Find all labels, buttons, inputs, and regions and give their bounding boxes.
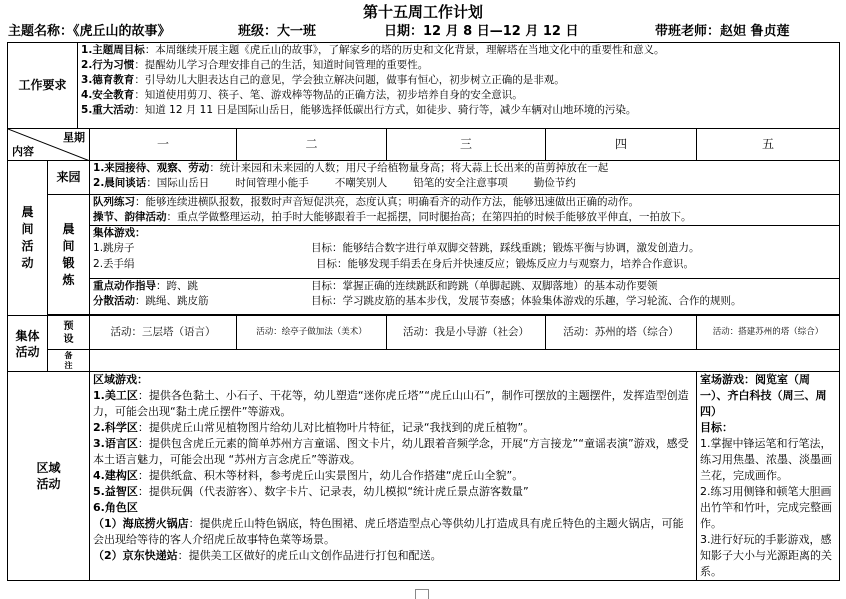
work-req-line: 4.安全教育：知道使用剪刀、筷子、笔、游戏棒等物品的正确方法，初步培养自身的安全意识。 [81, 89, 523, 101]
area-line: （1）海底捞火锅店：提供虎丘山特色锅底，特色围裙、虎丘塔造型点心等供幼儿打造成具有虎丘特色的主题火锅店，可能会出现给等待的客人介绍虎丘故事特色菜等场景。 [93, 517, 684, 546]
work-req-content [78, 43, 840, 129]
activity-thu: 活动：苏州的塔（综合） [546, 316, 697, 350]
work-requirements-row [8, 43, 840, 129]
area-activity-label: 区域活动 [8, 372, 90, 581]
notes-label: 备注 [48, 350, 90, 372]
plan-table [7, 42, 840, 581]
room-goal-line: 3.进行好玩的手影游戏，感知影子大小与光源距离的关系。 [700, 533, 833, 578]
preset-label: 预设 [48, 316, 90, 350]
teachers: 带班老师：赵妲 鲁贞莲 [655, 24, 790, 39]
day-2: 二 [237, 129, 387, 161]
corner-content: 内容 [12, 145, 34, 158]
page-title: 第十五周工作计划 [362, 3, 483, 21]
activity-tue: 活动：绘亭子做加法（美术） [237, 316, 387, 350]
arrival-row [8, 161, 840, 195]
work-req-line: 2.行为习惯：提醒幼儿学习合理安排自己的生活，知道时间管理的重要性。 [81, 59, 429, 71]
date-range: 日期：12 月 8 日—12 月 12 日 [384, 24, 579, 39]
room-goal-line: 2.练习用侧锋和顿笔大胆画出竹竿和竹叶，完成完整画作。 [700, 485, 833, 530]
area-line: 1.美工区：提供各色黏土、小石子、干花等，幼儿塑造“迷你虎丘塔”“虎丘山山石”，制作可摆放的主题摆件，发挥造型创造力，可能会出现“黏土虎丘摆件”等游戏。 [93, 389, 689, 418]
activity-fri: 活动：搭建苏州的塔（综合） [697, 316, 840, 350]
page-break-icon [415, 589, 429, 599]
work-req-line: 3.德育教育：引导幼儿大胆表达自己的意见，学会独立解决问题，做事有恒心，初步树立正确的是非观。 [81, 74, 565, 86]
morning-label: 晨间活动 [8, 161, 48, 316]
corner-cell [8, 129, 90, 161]
area-line: （2）京东快递站：提供美工区做好的虎丘山文创作品进行打包和配送。 [93, 549, 442, 562]
activity-mon: 活动：三层塔（语言） [90, 316, 237, 350]
work-req-label: 工作要求 [8, 43, 78, 129]
arrival-content: 1.来园接待、观察、劳动：统计来园和未来园的人数；用尺子给植物量身高；将大蒜上长出来的苗剪掉放在一起 2.晨间谈话：国际山岳日 时间管理小能手 不嘲笑别人 铅笔的安全注意事项 勤俭节约 [90, 161, 840, 195]
weekday-row [8, 129, 840, 161]
exercise-row [8, 195, 840, 315]
day-1: 一 [90, 129, 237, 161]
exercise-content: 队列练习：能够连续进横队报数，报数时声音短促洪亮，态度认真；明确看齐的动作方法，能够迅速做出正确的动作。 操节、韵律活动：重点学做整理运动，拍手时大能够跟着手一起摇摆，同时腿抬高；在第四拍的时候手能够放平伸直，一拍放下。 集体游戏： 1.跳房子 目标：能够结合数字进行单双脚交替跳，踩线重跳；锻炼平衡与协调，激发创造力。 2.丢手绢 目标：能够发现手绢丢在身后并快速反应；锻炼反应力与观察力，培养合作意识。 重点动作指导：跨、跳 目标：掌握正确的连续跳跃和跨跳（单脚起跳、双脚落地）的基本动作要领 分散活动：跳绳、跳皮筋 目标：学习跳皮筋的基本步伐，发展节奏感；体验集体游戏的乐趣，学习轮流、合作的规则。 [90, 195, 840, 315]
area-games-content: 区域游戏： 1.美工区：提供各色黏土、小石子、干花等，幼儿塑造“迷你虎丘塔”“虎丘山山石”，制作可摆放的主题摆件，发挥造型创造力，可能会出现“黏土虎丘摆件”等游戏。 2.科学区：提供虎丘山常见植物图片给幼儿对比植物叶片特征，记录“我找到的虎丘植物”。 3.语言区：提供包含虎丘元素的简单苏州方言童谣、图文卡片，幼儿跟着音频学念，开展“方言接龙”“童谣表演”游戏，感受本土语言魅力，可能会出现 “苏州方言念虎丘”等游戏。 4.建构区：提供纸盒、积木等材料，参考虎丘山实景图片，幼儿合作搭建“虎丘山全貌”。 5.益智区：提供玩偶（代表游客）、数字卡片、记录表，幼儿模拟“统计虎丘景点游客数量” 6.角色区 （1）海底捞火锅店：提供虎丘山特色锅底，特色围裙、虎丘塔造型点心等供幼儿打造成具有虎丘特色的主题火锅店，可能会出现给等待的客人介绍虎丘故事特色菜等场景。 （2）京东快递站：提供美工区做好的虎丘山文创作品进行打包和配送。 [90, 372, 697, 581]
activity-wed: 活动：我是小导游（社会） [387, 316, 546, 350]
room-games-content: 室场游戏：阅览室（周一）、齐白科技（周三、周四） 目标： 1.掌握中锋运笔和行笔法，练习用焦墨、浓墨、淡墨画兰花，完成画作。 2.练习用侧锋和顿笔大胆画出竹竿和竹叶，完成完整画作。 3.进行好玩的手影游戏，感知影子大小与光源距离的关系。 [697, 372, 840, 581]
corner-weekday: 星期 [63, 131, 86, 144]
work-req-line: 1.主题周目标：本周继续开展主题《虎丘山的故事》，了解家乡的塔的历史和文化背景，理解塔在当地文化中的重要性和意义。 [81, 44, 665, 56]
day-3: 三 [387, 129, 546, 161]
room-goal-line: 1.掌握中锋运笔和行笔法，练习用焦墨、浓墨、淡墨画兰花，完成画作。 [700, 437, 833, 482]
area-line: 4.建构区：提供纸盒、积木等材料，参考虎丘山实景图片，幼儿合作搭建“虎丘山全貌”。 [93, 469, 524, 482]
arrival-label: 来园 [48, 161, 90, 195]
day-5: 五 [697, 129, 840, 161]
exercise-label: 晨间锻炼 [48, 195, 90, 315]
area-line: 6.角色区 [93, 501, 138, 514]
group-activity-row [8, 316, 840, 350]
work-req-line: 5.重大活动：知道 12 月 11 日是国际山岳日，能够选择低碳出行方式，如徒步、骑行等，减少车辆对山地环境的污染。 [81, 104, 637, 116]
notes-content [90, 350, 840, 372]
theme-name: 主题名称：《虎丘山的故事》 [8, 24, 171, 39]
area-line: 2.科学区：提供虎丘山常见植物图片给幼儿对比植物叶片特征，记录“我找到的虎丘植物”。 [93, 421, 535, 434]
area-activity-row [8, 372, 840, 581]
area-line: 3.语言区：提供包含虎丘元素的简单苏州方言童谣、图文卡片，幼儿跟着音频学念，开展“方言接龙”“童谣表演”游戏，感受本土语言魅力，可能会出现 “苏州方言念虎丘”等游戏。 [93, 437, 689, 466]
class-name: 班级：大一班 [238, 24, 317, 39]
area-line: 5.益智区：提供玩偶（代表游客）、数字卡片、记录表，幼儿模拟“统计虎丘景点游客数量” [93, 485, 529, 498]
notes-row [8, 350, 840, 372]
group-activity-label: 集体活动 [8, 316, 48, 372]
day-4: 四 [546, 129, 697, 161]
